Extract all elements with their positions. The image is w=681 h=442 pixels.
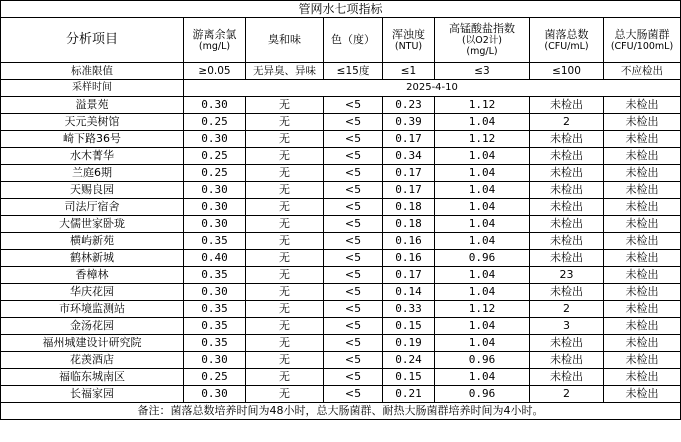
cell-bacteria: 未检出: [530, 369, 604, 386]
cell-turbidity: 0.34: [383, 148, 435, 165]
cell-turbidity: 0.16: [383, 250, 435, 267]
cell-cod: 1.04: [435, 114, 530, 131]
cell-chlorine: 0.30: [184, 97, 246, 114]
cell-turbidity: 0.21: [383, 386, 435, 403]
cell-chlorine: 0.25: [184, 114, 246, 131]
header-turbidity: [383, 18, 435, 63]
cell-turbidity: 0.14: [383, 284, 435, 301]
cell-turbidity: 0.17: [383, 267, 435, 284]
table-row: [1, 369, 681, 386]
note-row: [1, 403, 681, 420]
cell-cod: 0.96: [435, 386, 530, 403]
cell-site: 华庆花园: [1, 284, 184, 301]
cell-cod: 1.04: [435, 335, 530, 352]
cell-bacteria: 未检出: [530, 250, 604, 267]
cell-odor: 无: [246, 97, 324, 114]
cell-coliform: 未检出: [604, 386, 681, 403]
header-cod-sub: (以O2计): [462, 35, 502, 46]
cell-odor: 无: [246, 284, 324, 301]
cell-bacteria: 23: [530, 267, 604, 284]
header-chlorine: [184, 18, 246, 63]
cell-coliform: 未检出: [604, 250, 681, 267]
cell-chlorine: 0.35: [184, 335, 246, 352]
header-turbidity-name: 浑浊度: [392, 27, 425, 41]
cell-odor: 无: [246, 335, 324, 352]
cell-cod: 1.12: [435, 97, 530, 114]
cell-turbidity: 0.17: [383, 182, 435, 199]
cell-coliform: 未检出: [604, 165, 681, 182]
table-row: [1, 216, 681, 233]
standard-row: [1, 63, 681, 80]
header-bacteria: [530, 18, 604, 63]
cell-bacteria: 未检出: [530, 335, 604, 352]
cell-chlorine: 0.30: [184, 199, 246, 216]
cell-coliform: 未检出: [604, 318, 681, 335]
cell-cod: 1.12: [435, 131, 530, 148]
cell-bacteria: 未检出: [530, 182, 604, 199]
cell-bacteria: 未检出: [530, 352, 604, 369]
cell-chlorine: 0.35: [184, 233, 246, 250]
cell-cod: 1.04: [435, 233, 530, 250]
table-row: [1, 301, 681, 318]
cell-odor: 无: [246, 301, 324, 318]
cell-chlorine: 0.30: [184, 352, 246, 369]
standard-cod: ≤3: [435, 63, 530, 80]
cell-color: <5: [324, 199, 383, 216]
table-body: [1, 1, 681, 420]
cell-odor: 无: [246, 199, 324, 216]
cell-chlorine: 0.25: [184, 165, 246, 182]
cell-odor: 无: [246, 233, 324, 250]
cell-color: <5: [324, 318, 383, 335]
cell-chlorine: 0.25: [184, 148, 246, 165]
table-row: [1, 148, 681, 165]
cell-site: 兰庭6期: [1, 165, 184, 182]
cell-odor: 无: [246, 250, 324, 267]
cell-turbidity: 0.18: [383, 199, 435, 216]
cell-cod: 1.04: [435, 318, 530, 335]
cell-site: 天赐良园: [1, 182, 184, 199]
cell-site: 福州城建设计研究院: [1, 335, 184, 352]
sampling-row: [1, 80, 681, 97]
cell-odor: 无: [246, 182, 324, 199]
cell-site: 横屿新苑: [1, 233, 184, 250]
cell-chlorine: 0.30: [184, 131, 246, 148]
cell-site: 花羡酒店: [1, 352, 184, 369]
table-row: [1, 182, 681, 199]
header-coliform-name: 总大肠菌群: [614, 27, 670, 41]
table-row: [1, 318, 681, 335]
header-turbidity-unit: (NTU): [394, 40, 423, 52]
header-color: 色（度）: [324, 18, 383, 63]
cell-bacteria: 未检出: [530, 216, 604, 233]
cell-coliform: 未检出: [604, 369, 681, 386]
cell-odor: 无: [246, 318, 324, 335]
cell-color: <5: [324, 335, 383, 352]
cell-site: 天元美树馆: [1, 114, 184, 131]
cell-color: <5: [324, 131, 383, 148]
header-bacteria-unit: (CFU/mL): [544, 40, 589, 52]
cell-odor: 无: [246, 386, 324, 403]
standard-turbidity: ≤1: [383, 63, 435, 80]
cell-site: 崎下路36号: [1, 131, 184, 148]
cell-site: 长福家园: [1, 386, 184, 403]
cell-turbidity: 0.17: [383, 165, 435, 182]
cell-chlorine: 0.35: [184, 267, 246, 284]
cell-site: 金汤花园: [1, 318, 184, 335]
cell-turbidity: 0.33: [383, 301, 435, 318]
cell-coliform: 未检出: [604, 114, 681, 131]
table-row: [1, 267, 681, 284]
table-row: [1, 199, 681, 216]
standard-color: ≤15度: [324, 63, 383, 80]
table-row: [1, 386, 681, 403]
cell-cod: 1.04: [435, 267, 530, 284]
cell-bacteria: 2: [530, 301, 604, 318]
cell-cod: 1.12: [435, 301, 530, 318]
table-row: [1, 335, 681, 352]
cell-color: <5: [324, 250, 383, 267]
cell-bacteria: 未检出: [530, 199, 604, 216]
cell-chlorine: 0.40: [184, 250, 246, 267]
cell-color: <5: [324, 369, 383, 386]
cell-chlorine: 0.30: [184, 386, 246, 403]
table-row: [1, 165, 681, 182]
cell-odor: 无: [246, 148, 324, 165]
cell-cod: 1.04: [435, 199, 530, 216]
footnote: 备注：菌落总数培养时间为48小时，总大肠菌群、耐热大肠菌群培养时间为4小时。: [1, 403, 681, 420]
cell-cod: 0.96: [435, 250, 530, 267]
table-row: [1, 250, 681, 267]
cell-color: <5: [324, 114, 383, 131]
cell-cod: 1.04: [435, 216, 530, 233]
cell-site: 大儒世家卧珑: [1, 216, 184, 233]
cell-cod: 0.96: [435, 352, 530, 369]
standard-label: 标准限值: [1, 63, 184, 80]
cell-coliform: 未检出: [604, 216, 681, 233]
cell-coliform: 未检出: [604, 233, 681, 250]
table-row: [1, 284, 681, 301]
cell-odor: 无: [246, 369, 324, 386]
cell-turbidity: 0.16: [383, 233, 435, 250]
cell-cod: 1.04: [435, 182, 530, 199]
cell-bacteria: 3: [530, 318, 604, 335]
cell-coliform: 未检出: [604, 97, 681, 114]
cell-color: <5: [324, 97, 383, 114]
cell-odor: 无: [246, 131, 324, 148]
cell-turbidity: 0.17: [383, 131, 435, 148]
cell-color: <5: [324, 267, 383, 284]
cell-chlorine: 0.35: [184, 318, 246, 335]
header-item: 分析项目: [1, 18, 184, 63]
header-chlorine-unit: (mg/L): [198, 40, 231, 52]
header-cod-unit: (mg/L): [466, 46, 498, 57]
cell-chlorine: 0.30: [184, 182, 246, 199]
cell-color: <5: [324, 386, 383, 403]
cell-color: <5: [324, 165, 383, 182]
cell-turbidity: 0.15: [383, 369, 435, 386]
standard-bacteria: ≤100: [530, 63, 604, 80]
cell-coliform: 未检出: [604, 301, 681, 318]
cell-turbidity: 0.15: [383, 318, 435, 335]
header-coliform-unit: (CFU/100mL): [610, 40, 674, 52]
cell-chlorine: 0.25: [184, 369, 246, 386]
cell-bacteria: 未检出: [530, 148, 604, 165]
table-row: [1, 131, 681, 148]
cell-bacteria: 2: [530, 386, 604, 403]
standard-chlorine: ≥0.05: [184, 63, 246, 80]
cell-site: 福临东城南区: [1, 369, 184, 386]
cell-turbidity: 0.39: [383, 114, 435, 131]
cell-coliform: 未检出: [604, 148, 681, 165]
standard-coliform: 不应检出: [604, 63, 681, 80]
sampling-date: 2025-4-10: [184, 80, 681, 97]
cell-bacteria: 2: [530, 114, 604, 131]
table-row: [1, 114, 681, 131]
sampling-label: 采样时间: [1, 80, 184, 97]
table-row: [1, 97, 681, 114]
cell-color: <5: [324, 284, 383, 301]
cell-bacteria: 未检出: [530, 131, 604, 148]
cell-odor: 无: [246, 267, 324, 284]
header-coliform: [604, 18, 681, 63]
cell-odor: 无: [246, 352, 324, 369]
cell-odor: 无: [246, 114, 324, 131]
table-row: [1, 233, 681, 250]
cell-odor: 无: [246, 165, 324, 182]
cell-chlorine: 0.30: [184, 216, 246, 233]
page-title: 管网水七项指标: [1, 1, 681, 18]
header-cod: [435, 18, 530, 63]
cell-coliform: 未检出: [604, 182, 681, 199]
cell-color: <5: [324, 148, 383, 165]
cell-chlorine: 0.30: [184, 284, 246, 301]
cell-coliform: 未检出: [604, 131, 681, 148]
header-bacteria-name: 菌落总数: [544, 27, 589, 41]
cell-color: <5: [324, 233, 383, 250]
cell-color: <5: [324, 301, 383, 318]
cell-color: <5: [324, 216, 383, 233]
cell-cod: 1.04: [435, 165, 530, 182]
cell-site: 香樟林: [1, 267, 184, 284]
cell-coliform: 未检出: [604, 284, 681, 301]
cell-cod: 1.04: [435, 284, 530, 301]
cell-odor: 无: [246, 216, 324, 233]
table-row: [1, 352, 681, 369]
cell-color: <5: [324, 182, 383, 199]
cell-site: 司法厅宿舍: [1, 199, 184, 216]
cell-site: 鹤林新城: [1, 250, 184, 267]
cell-site: 市环境监测站: [1, 301, 184, 318]
cell-turbidity: 0.18: [383, 216, 435, 233]
standard-odor: 无异臭、异味: [246, 63, 324, 80]
cell-bacteria: 未检出: [530, 233, 604, 250]
cell-cod: 1.04: [435, 148, 530, 165]
cell-bacteria: 未检出: [530, 284, 604, 301]
header-row: [1, 18, 681, 63]
cell-bacteria: 未检出: [530, 165, 604, 182]
cell-turbidity: 0.19: [383, 335, 435, 352]
cell-coliform: 未检出: [604, 267, 681, 284]
cell-turbidity: 0.23: [383, 97, 435, 114]
cell-cod: 1.04: [435, 369, 530, 386]
cell-chlorine: 0.35: [184, 301, 246, 318]
cell-coliform: 未检出: [604, 199, 681, 216]
cell-color: <5: [324, 352, 383, 369]
cell-site: 水木菁华: [1, 148, 184, 165]
header-cod-name: 高锰酸盐指数: [449, 22, 515, 35]
cell-coliform: 未检出: [604, 335, 681, 352]
header-odor: 臭和味: [246, 18, 324, 63]
cell-site: 溢景苑: [1, 97, 184, 114]
cell-bacteria: 未检出: [530, 97, 604, 114]
header-chlorine-name: 游离余氯: [192, 27, 237, 41]
title-row: [1, 1, 681, 18]
cell-coliform: 未检出: [604, 352, 681, 369]
cell-turbidity: 0.24: [383, 352, 435, 369]
